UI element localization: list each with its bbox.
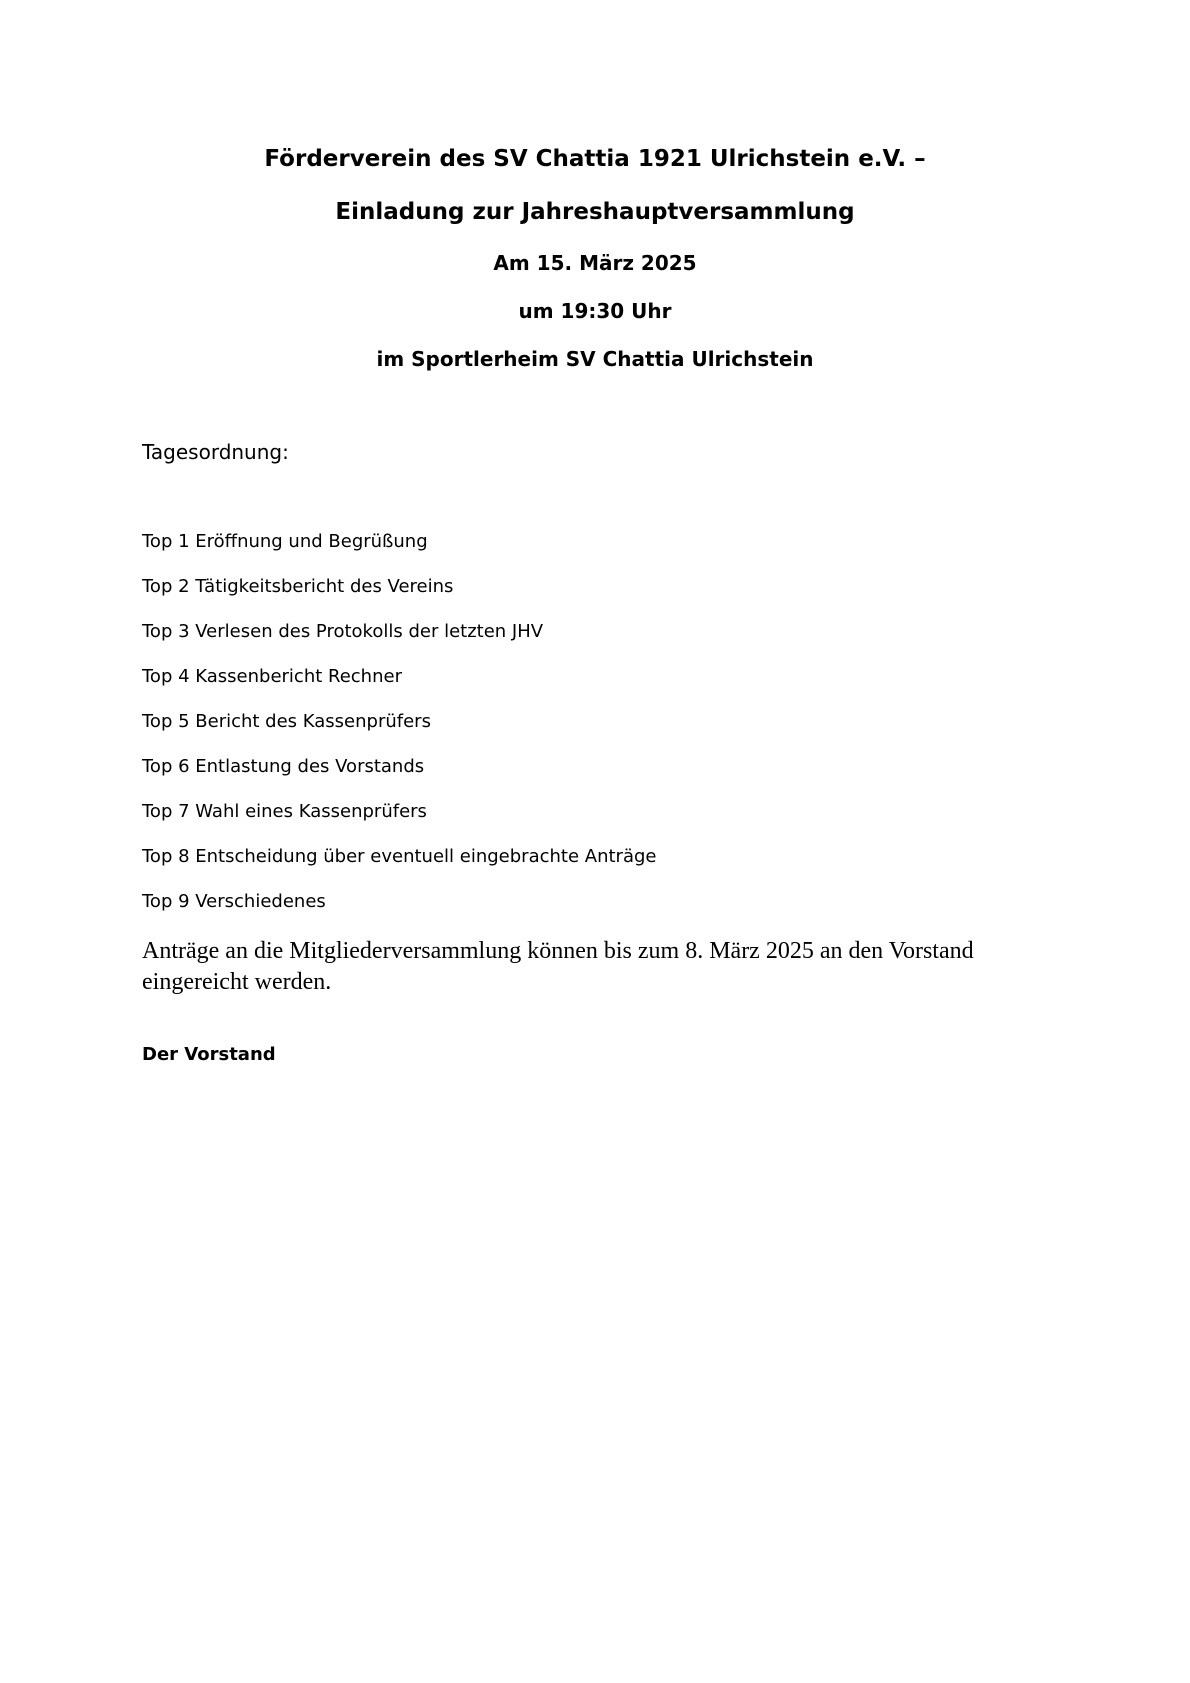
signature: Der Vorstand xyxy=(142,1044,276,1065)
meeting-time: um 19:30 Uhr xyxy=(518,299,672,323)
agenda-item: Top 5 Bericht des Kassenprüfers xyxy=(142,711,431,732)
motions-notice: Anträge an die Mitgliederversammlung können bis zum 8. März 2025 an den Vorstand eingereicht werden. xyxy=(142,938,974,995)
club-title: Förderverein des SV Chattia 1921 Ulrichstein e.V. – xyxy=(264,146,926,172)
agenda-item: Top 4 Kassenbericht Rechner xyxy=(142,666,402,687)
meeting-date: Am 15. März 2025 xyxy=(493,251,697,275)
agenda-item: Top 3 Verlesen des Protokolls der letzten JHV xyxy=(142,621,544,642)
agenda-item: Top 9 Verschiedenes xyxy=(142,891,326,912)
agenda-item: Top 1 Eröffnung und Begrüßung xyxy=(142,531,428,552)
invitation-title: Einladung zur Jahreshauptversammlung xyxy=(335,199,855,225)
agenda-heading: Tagesordnung: xyxy=(142,440,289,464)
agenda-item: Top 7 Wahl eines Kassenprüfers xyxy=(142,801,427,822)
meeting-location: im Sportlerheim SV Chattia Ulrichstein xyxy=(376,347,814,371)
agenda-item: Top 2 Tätigkeitsbericht des Vereins xyxy=(142,576,454,597)
agenda-item: Top 8 Entscheidung über eventuell eingebrachte Anträge xyxy=(142,846,657,867)
agenda-item: Top 6 Entlastung des Vorstands xyxy=(142,756,425,777)
agenda-list xyxy=(142,531,656,936)
